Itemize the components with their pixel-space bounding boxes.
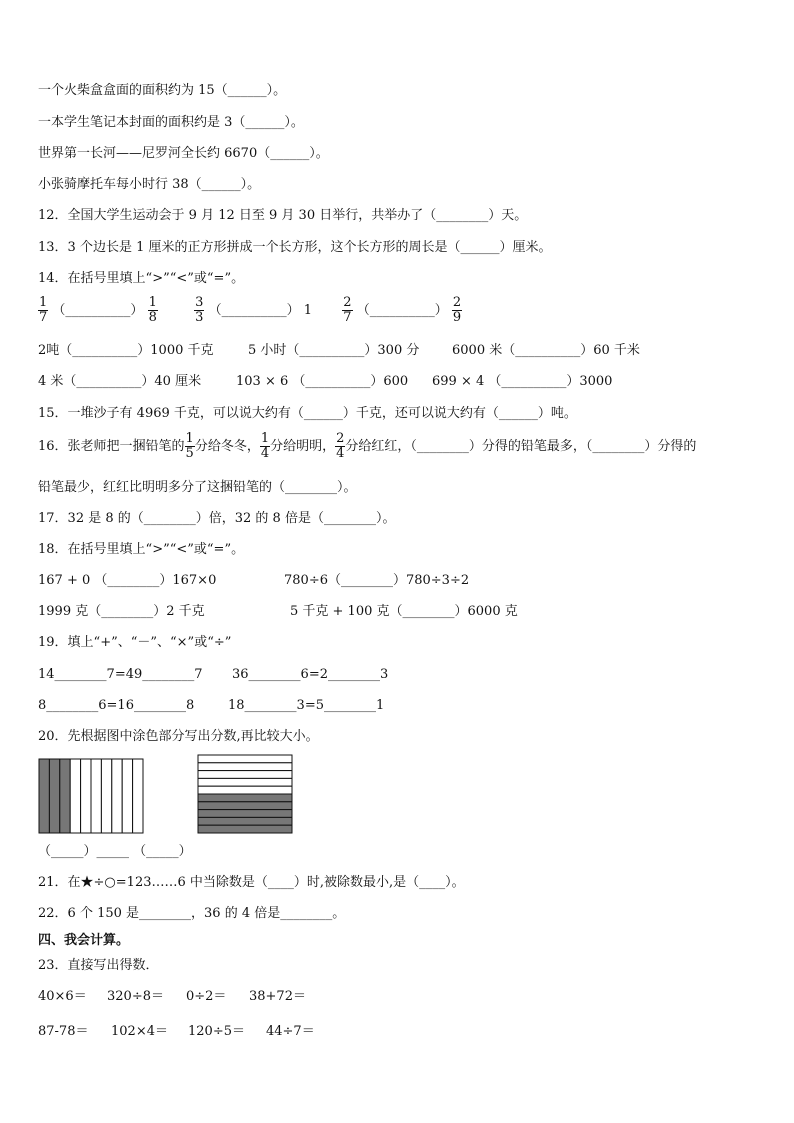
q18-row2-a: 1999 克（________）2 千克	[38, 604, 205, 619]
fraction-2-9: $\frac{2}{9}$	[452, 295, 462, 325]
figure-row-cell	[198, 771, 292, 779]
blank: （__________）	[208, 303, 300, 318]
q14-row2-a: 2吨（__________）1000 千克	[38, 343, 214, 358]
figure-row-cell	[198, 810, 292, 818]
unit-line-matchbox: 一个火柴盒盒面的面积约为 15（______）。	[38, 83, 287, 98]
q14-row2-b: 5 小时（__________）300 分	[248, 343, 420, 358]
q19-row2-a: 8________6=16________8	[38, 698, 195, 713]
q19-row1-b: 36________6=2________3	[232, 667, 389, 682]
question-21: 21．在★÷○=123……6 中当除数是（____）时,被除数最小,是（____）。	[38, 875, 465, 890]
q18-row1-a: 167 + 0 （________）167×0	[38, 573, 217, 588]
figure-column-cell	[70, 759, 80, 833]
fraction-1-5: $\frac{1}{5}$	[185, 431, 194, 461]
fraction-3-3: $\frac{3}{3}$	[195, 295, 204, 325]
question-16-line2: 铅笔最少，红红比明明多分了这捆铅笔的（________）。	[38, 480, 357, 495]
figure-row-cell	[198, 755, 292, 763]
figure-column-cell	[39, 759, 49, 833]
q18-row2-b: 5 千克 + 100 克（________）6000 克	[290, 604, 518, 619]
question-17: 17．32 是 8 的（________）倍，32 的 8 倍是（________）。	[38, 511, 396, 526]
question-16: 16．张老师把一捆铅笔的 $\frac{1}{5}$ 分给冬冬， $\frac{1}{4}$ 分给明明， $\frac{2}{4}$ 分给红红，（________）分得的铅笔最多，（________）分得的	[38, 431, 697, 461]
blank: （__________）	[356, 303, 448, 318]
q19-row1-a: 14________7=49________7	[38, 667, 203, 682]
q19-row2-b: 18________3=5________1	[228, 698, 385, 713]
figure-column-cell	[112, 759, 122, 833]
blank: （__________）	[52, 303, 144, 318]
question-20-title: 20．先根据图中涂色部分写出分数,再比较大小。	[38, 729, 319, 744]
q23-r2-2: 102×4＝	[111, 1024, 168, 1039]
question-23-title: 23．直接写出得数．	[38, 958, 159, 973]
fraction-1-4: $\frac{1}{4}$	[260, 431, 270, 461]
q23-r1-4: 38+72＝	[249, 989, 306, 1004]
question-12: 12．全国大学生运动会于 9 月 12 日至 9 月 30 日举行，共举办了（________）天。	[38, 208, 528, 223]
section-4-heading: 四、我会计算。	[38, 933, 130, 948]
figure-row-cell	[198, 825, 292, 833]
figure-row-cell	[198, 778, 292, 786]
fraction-2-7: $\frac{2}{7}$	[343, 295, 352, 325]
question-13: 13．3 个边长是 1 厘米的正方形拼成一个长方形，这个长方形的周长是（______）厘米。	[38, 240, 552, 255]
question-19-title: 19．填上“+”、“－”、“×”或“÷”	[38, 635, 232, 650]
fraction-1-8: $\frac{1}{8}$	[148, 295, 157, 325]
figure-row-cell	[198, 763, 292, 771]
fraction-2-4: $\frac{2}{4}$	[336, 431, 345, 461]
q14-row3-a: 4 米（__________）40 厘米	[38, 374, 202, 389]
figure-column-cell	[49, 759, 59, 833]
q23-r1-3: 0÷2＝	[186, 989, 227, 1004]
question-18-title: 18．在括号里填上“>”“<”或“=”。	[38, 542, 245, 557]
q14-row2-c: 6000 米（__________）60 千米	[452, 343, 640, 358]
unit-line-notebook: 一本学生笔记本封面的面积约是 3（______）。	[38, 115, 304, 130]
question-15: 15．一堆沙子有 4969 千克，可以说大约有（______）千克，还可以说大约有（______）吨。	[38, 406, 577, 421]
figure-column-cell	[60, 759, 70, 833]
figure-row-cell	[198, 794, 292, 802]
q23-r2-3: 120÷5＝	[188, 1024, 245, 1039]
q14-fraction-row	[38, 296, 462, 325]
figure-column-cell	[101, 759, 111, 833]
question-22: 22．6 个 150 是________，36 的 4 倍是________。	[38, 906, 346, 921]
q23-r1-2: 320÷8＝	[107, 989, 164, 1004]
question-14-title: 14．在括号里填上“>”“<”或“=”。	[38, 271, 245, 286]
q23-r2-1: 87-78＝	[38, 1024, 89, 1039]
q14-row3-b: 103 × 6 （__________）600	[236, 374, 409, 389]
q23-r2-4: 44÷7＝	[266, 1024, 315, 1039]
figure-column-cell	[133, 759, 143, 833]
fraction-figure-rows	[197, 754, 293, 834]
figure-column-cell	[91, 759, 101, 833]
number-1: 1	[303, 303, 312, 318]
q23-r1-1: 40×6＝	[38, 989, 87, 1004]
figure-row-cell	[198, 802, 292, 810]
figure-row-cell	[198, 817, 292, 825]
q14-row3-c: 699 × 4 （__________）3000	[432, 374, 613, 389]
q20-answer-blanks: （_____）_____ （_____）	[38, 844, 192, 859]
figure-column-cell	[81, 759, 91, 833]
fraction-figure-columns	[38, 758, 144, 834]
unit-line-motorbike: 小张骑摩托车每小时行 38（______）。	[38, 177, 261, 192]
fraction-1-7: $\frac{1}{7}$	[39, 295, 48, 325]
unit-line-nile: 世界第一长河——尼罗河全长约 6670（______）。	[38, 146, 329, 161]
q18-row1-b: 780÷6（________）780÷3÷2	[284, 573, 470, 588]
figure-row-cell	[198, 786, 292, 794]
figure-column-cell	[122, 759, 132, 833]
